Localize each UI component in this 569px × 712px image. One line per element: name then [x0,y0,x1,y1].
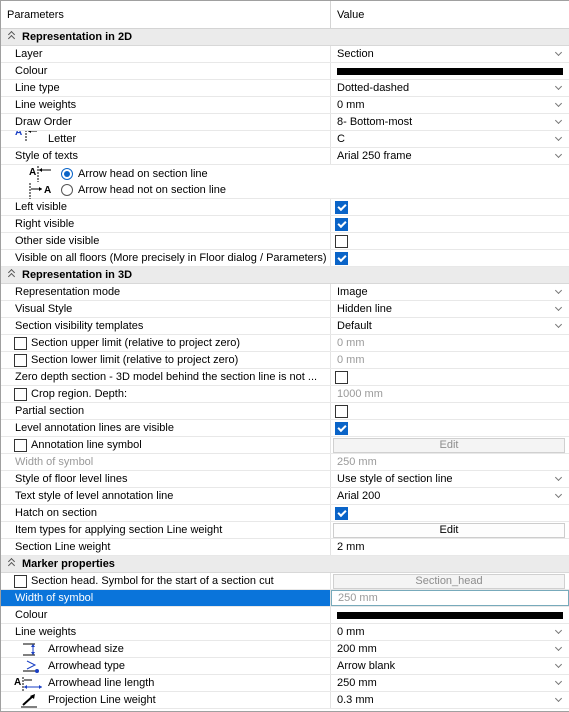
chevron-down-icon[interactable] [552,82,565,95]
row-label: Visual Style [1,301,331,317]
row-section-head [1,573,569,590]
row-left-visible [1,199,569,216]
row-label: Letter [48,133,77,145]
lower-limit-checkbox[interactable] [14,354,27,367]
section-title: Representation in 3D [22,269,133,281]
chevron-down-icon[interactable] [552,320,565,333]
section-title: Representation in 2D [22,31,133,43]
chevron-down-icon[interactable] [552,116,565,129]
value-column-header[interactable]: Value [337,9,365,21]
left-visible-checkbox[interactable] [335,201,348,214]
row-label[interactable]: Width of symbol [1,590,331,606]
zero-depth-checkbox[interactable] [335,371,348,384]
section-line-weight-value[interactable]: 2 mm [337,541,365,553]
row-colour [1,63,569,80]
radio-button[interactable] [61,168,73,180]
section-marker-properties[interactable] [1,556,569,573]
row-width-of-symbol-marker [1,590,569,607]
chevron-down-icon[interactable] [552,473,565,486]
chevron-down-icon[interactable] [552,150,565,163]
chevron-down-icon[interactable] [552,677,565,690]
collapse-chevron-icon[interactable] [6,559,16,569]
style-of-texts-dropdown[interactable]: Arial 250 frame [333,149,566,164]
line-weights-dropdown[interactable]: 0 mm [333,98,566,113]
projection-line-weight-dropdown[interactable]: 0.3 mm [333,693,566,708]
row-label: Line weights [1,97,331,113]
row-line-type [1,80,569,97]
right-visible-checkbox[interactable] [335,218,348,231]
row-layer [1,46,569,63]
visual-style-dropdown[interactable]: Hidden line [333,302,566,317]
row-label: Crop region. Depth: [31,388,127,400]
section-head-checkbox[interactable] [14,575,27,588]
row-hatch [1,505,569,522]
row-annotation-symbol [1,437,569,454]
row-draw-order [1,114,569,131]
row-label: Projection Line weight [48,694,156,706]
projection-line-weight-icon [15,693,41,708]
row-label: Style of texts [1,148,331,164]
lower-limit-value: 0 mm [337,354,365,366]
width-of-symbol-input[interactable]: 250 mm [338,592,378,604]
upper-limit-value: 0 mm [337,337,365,349]
level-annotation-checkbox[interactable] [335,422,348,435]
partial-section-checkbox[interactable] [335,405,348,418]
row-label: Arrowhead size [48,643,124,655]
chevron-down-icon[interactable] [552,48,565,61]
arrowhead-line-length-icon [14,676,44,691]
row-visual-style [1,301,569,318]
upper-limit-checkbox[interactable] [14,337,27,350]
line-type-dropdown[interactable]: Dotted-dashed [333,81,566,96]
row-lower-limit [1,352,569,369]
collapse-chevron-icon[interactable] [6,270,16,280]
row-label: Section Line weight [1,539,331,555]
row-label: Level annotation lines are visible [1,420,331,436]
collapse-chevron-icon[interactable] [6,32,16,42]
row-style-of-texts [1,148,569,165]
arrowhead-type-dropdown[interactable]: Arrow blank [333,659,566,674]
row-label: Section head. Symbol for the start of a section cut [31,575,274,587]
draw-order-dropdown[interactable]: 8- Bottom-most [333,115,566,130]
section-letter-icon [15,127,41,142]
row-width-of-symbol-3d [1,454,569,471]
svg-text:A: A [29,167,37,178]
text-style-level-dropdown[interactable]: Arial 200 [333,489,566,504]
floor-level-lines-dropdown[interactable]: Use style of section line [333,472,566,487]
colour-swatch[interactable] [337,68,563,75]
annotation-symbol-checkbox[interactable] [14,439,27,452]
letter-dropdown[interactable]: C [333,132,566,147]
row-label: Other side visible [1,233,331,249]
row-label: Draw Order [1,114,331,130]
arrowhead-size-dropdown[interactable]: 200 mm [333,642,566,657]
marker-line-weights-dropdown[interactable]: 0 mm [333,625,566,640]
section-head-button[interactable]: Section_head [333,574,565,589]
row-arrowhead-line-length [1,675,569,692]
row-representation-mode [1,284,569,301]
row-level-annotation [1,420,569,437]
row-projection-line-weight [1,692,569,709]
row-label: Zero depth section - 3D model behind the section line is not ... [1,369,331,385]
row-all-floors [1,250,569,267]
representation-mode-dropdown[interactable]: Image [333,285,566,300]
crop-depth-value: 1000 mm [337,388,383,400]
crop-region-checkbox[interactable] [14,388,27,401]
row-label: Right visible [1,216,331,232]
other-side-checkbox[interactable] [335,235,348,248]
chevron-down-icon[interactable] [552,694,565,707]
row-label: Line weights [1,624,331,640]
row-zero-depth [1,369,569,386]
row-label: Section lower limit (relative to project zero) [31,354,239,366]
arrow-not-on-line-icon [29,182,55,199]
row-floor-level-lines [1,471,569,488]
arrowhead-line-length-dropdown[interactable]: 250 mm [333,676,566,691]
row-arrowhead-type [1,658,569,675]
chevron-down-icon[interactable] [552,660,565,673]
row-partial-section [1,403,569,420]
all-floors-checkbox[interactable] [335,252,348,265]
svg-text:A: A [15,127,23,138]
row-label: Section upper limit (relative to project zero) [31,337,241,349]
row-item-types [1,522,569,539]
row-right-visible [1,216,569,233]
row-arrowhead-size [1,641,569,658]
svg-text:A: A [14,677,22,688]
chevron-down-icon[interactable] [552,99,565,112]
chevron-down-icon[interactable] [552,286,565,299]
section-representation-2d[interactable] [1,29,569,46]
row-label: Arrowhead line length [48,677,155,689]
row-label: Item types for applying section Line weight [1,522,331,538]
row-visibility-templates [1,318,569,335]
row-label: Colour [1,63,331,79]
row-label: Text style of level annotation line [1,488,331,504]
hatch-checkbox[interactable] [335,507,348,520]
svg-text:A: A [44,185,52,196]
row-marker-line-weights [1,624,569,641]
row-label: Style of floor level lines [1,471,331,487]
colour-swatch[interactable] [337,612,563,619]
row-label: Layer [1,46,331,62]
arrowhead-size-icon [15,642,41,657]
item-types-edit-button[interactable]: Edit [333,523,565,538]
radio-button[interactable] [61,184,73,196]
row-label: Partial section [1,403,331,419]
row-label: Arrowhead type [48,660,126,672]
row-marker-colour [1,607,569,624]
arrowhead-type-icon [15,659,41,674]
row-crop-region [1,386,569,403]
chevron-down-icon[interactable] [552,303,565,316]
radio-arrow-not-on-line[interactable]: A Arrow head not on section line [1,182,569,199]
row-label: Line type [1,80,331,96]
parameters-column-header[interactable]: Parameters [1,1,331,28]
annotation-symbol-edit-button[interactable]: Edit [333,438,565,453]
row-label: Representation mode [1,284,331,300]
row-label: Width of symbol [1,454,331,470]
layer-dropdown[interactable]: Section [333,47,566,62]
chevron-down-icon[interactable] [552,643,565,656]
row-other-side [1,233,569,250]
row-label: Left visible [1,199,331,215]
width-of-symbol-value: 250 mm [337,456,377,468]
visibility-templates-dropdown[interactable]: Default [333,319,566,334]
section-representation-3d[interactable] [1,267,569,284]
row-label: Section visibility templates [1,318,331,334]
grid-header [1,1,569,29]
row-letter [1,127,569,148]
arrow-on-line-icon [29,165,55,182]
row-label: Hatch on section [1,505,331,521]
row-text-style-level [1,488,569,505]
row-label: Visible on all floors (More precisely in Floor dialog / Parameters) [1,250,331,266]
chevron-down-icon[interactable] [552,626,565,639]
row-line-weights [1,97,569,114]
row-label: Colour [1,607,331,623]
row-section-line-weight [1,539,569,556]
chevron-down-icon[interactable] [552,133,565,146]
row-label: Annotation line symbol [31,439,142,451]
section-title: Marker properties [22,558,115,570]
row-upper-limit [1,335,569,352]
chevron-down-icon[interactable] [552,490,565,503]
radio-arrow-on-line[interactable]: A Arrow head on section line [1,165,569,182]
